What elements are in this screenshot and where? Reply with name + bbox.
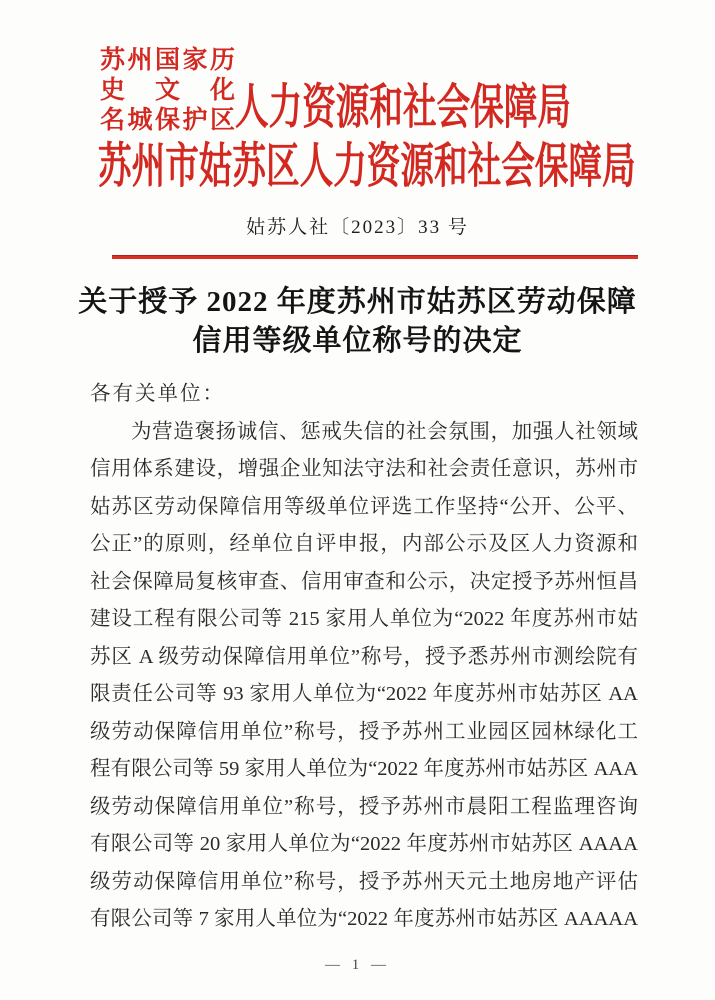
body-line: 级劳动保障信用单位”称号，授予苏州工业园区园林绿化工 [90,720,638,743]
letterhead-district-bureau-name: 苏州市姑苏区人力资源和社会保障局 [98,140,636,193]
letterhead-district-line-2: 名城保护区 [100,107,235,134]
body-line: 社会保障局复核审查、信用审查和公示，决定授予苏州恒昌 [90,570,638,593]
body-line: 有限公司等 7 家用人单位为“2022 年度苏州市姑苏区 AAAAA [90,908,638,930]
body-line: 限责任公司等 93 家用人单位为“2022 年度苏州市姑苏区 AA [90,683,638,705]
body-line: 有限公司等 20 家用人单位为“2022 年度苏州市姑苏区 AAAA [90,833,638,855]
document-title-line-1: 关于授予 2022 年度苏州市姑苏区劳动保障 [78,286,637,318]
body-line: 姑苏区劳动保障信用等级单位评选工作坚持“公开、公平、 [90,495,638,518]
letterhead-row-2 [98,139,715,199]
body-line: 级劳动保障信用单位”称号，授予苏州天元土地房地产评估 [90,870,638,893]
body-line: 程有限公司等 59 家用人单位为“2022 年度苏州市姑苏区 AAA [90,758,638,780]
body-line: 建设工程有限公司等 215 家用人单位为“2022 年度苏州市姑 [90,608,638,630]
body-line: 苏区 A 级劳动保障信用单位”称号，授予悉苏州市测绘院有 [90,645,638,668]
letterhead-bureau-name: 人力资源和社会保障局 [234,81,571,134]
letterhead [0,0,715,199]
body-line: 信用体系建设，增强企业知法守法和社会责任意识，苏州市 [90,458,638,480]
body-line: 为营造褒扬诚信、惩戒失信的社会氛围，加强人社领域 [131,420,638,443]
salutation: 各有关单位： [90,383,225,405]
document-title [0,283,715,361]
letterhead-district-line-1: 苏州国家历史文化 [100,47,235,104]
letterhead-row-1 [100,47,715,136]
document-title-line-2: 信用等级单位称号的决定 [192,325,523,357]
document-number: 姑苏人社〔2023〕33 号 [246,217,469,238]
letterhead-district-name [100,46,235,136]
body-line: 级劳动保障信用单位”称号，授予苏州市晨阳工程监理咨询 [90,795,638,818]
document-body [90,376,638,939]
page-number: — 1 — [325,957,390,973]
body-line: 公正”的原则，经单位自评申报，内部公示及区人力资源和 [90,533,638,555]
red-divider-rule [112,255,638,259]
